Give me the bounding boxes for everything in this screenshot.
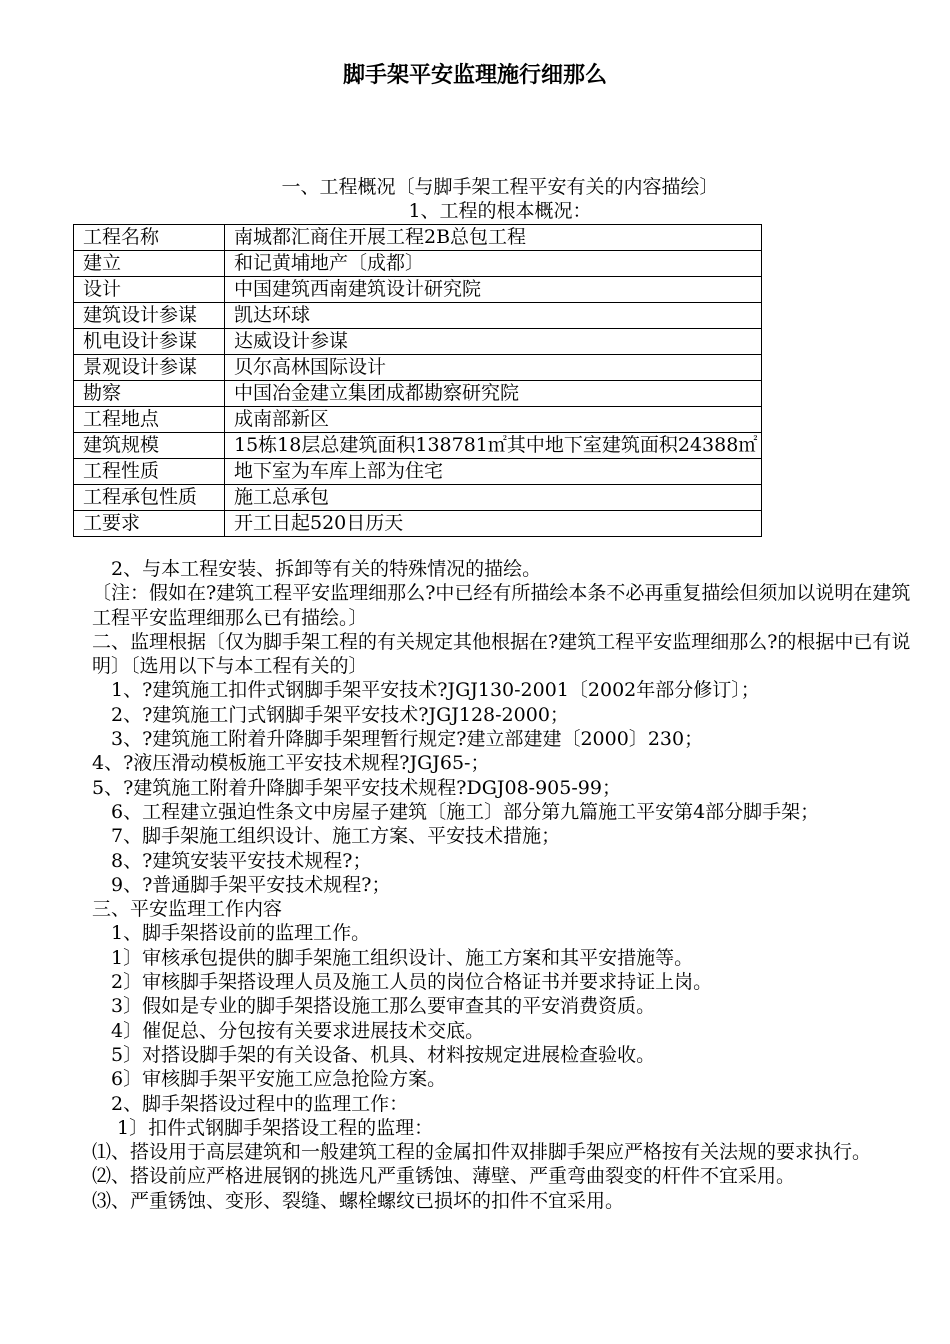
paragraph: 2、与本工程安装、拆卸等有关的特殊情况的描绘。 — [92, 558, 542, 580]
document-title: 脚手架平安监理施行细那么 — [342, 62, 607, 88]
paragraph: 4、?液压滑动模板施工平安技术规程?JGJ65-； — [92, 752, 490, 775]
table-cell-value: 凯达环球 — [225, 303, 762, 329]
table-cell-value: 达威设计参谋 — [225, 329, 762, 355]
table-cell-value: 中国建筑西南建筑设计研究院 — [225, 277, 762, 303]
paragraph: 三、平安监理工作内容 — [92, 898, 283, 921]
paragraph: 2、?建筑施工门式钢脚手架平安技术?JGJ128-2000； — [92, 703, 569, 726]
table-cell-label: 工程地点 — [74, 407, 225, 433]
paragraph: 5〕对搭设脚手架的有关设备、机具、材料按规定进展检查验收。 — [92, 1043, 656, 1066]
table-row — [74, 459, 762, 485]
table-cell-value: 和记黄埔地产〔成都〕 — [225, 251, 762, 277]
table-row — [74, 433, 762, 459]
table-cell-label: 建立 — [74, 251, 225, 277]
paragraph: 9、?普通脚手架平安技术规程?； — [92, 873, 391, 896]
table-cell-label: 工程性质 — [74, 459, 225, 485]
table-row — [74, 381, 762, 407]
table-cell-value: 地下室为车库上部为住宅 — [225, 459, 762, 485]
paragraph: 2、脚手架搭设过程中的监理工作： — [92, 1092, 409, 1115]
paragraph: 6〕审核脚手架平安施工应急抢险方案。 — [92, 1068, 447, 1091]
paragraph: 7、脚手架施工组织设计、施工方案、平安技术措施； — [92, 825, 561, 848]
paragraph: 4〕催促总、分包按有关要求进展技术交底。 — [92, 1019, 485, 1042]
table-cell-value: 贝尔高林国际设计 — [225, 355, 762, 381]
table-row — [74, 277, 762, 303]
table-cell-label: 工程名称 — [74, 225, 225, 251]
paragraph: ⑴、搭设用于高层建筑和一般建筑工程的金属扣件双排脚手架应严格按有关法规的要求执行。 — [92, 1141, 872, 1164]
paragraph: 1、脚手架搭设前的监理工作。 — [92, 922, 371, 945]
paragraph: ⑵、搭设前应严格进展钢的挑选凡严重锈蚀、薄壁、严重弯曲裂变的杆件不宜采用。 — [92, 1165, 796, 1188]
table-row — [74, 303, 762, 329]
table-cell-value: 中国冶金建立集团成都勘察研究院 — [225, 381, 762, 407]
table-cell-label: 景观设计参谋 — [74, 355, 225, 381]
subsection-heading-basic-overview: 1、工程的根本概况： — [408, 200, 592, 222]
table-row — [74, 485, 762, 511]
paragraph: 3、?建筑施工附着升降脚手架理暂行规定?建立部建建〔2000〕230； — [92, 728, 704, 751]
table-row — [74, 511, 762, 537]
table-cell-label: 工要求 — [74, 511, 225, 537]
table-row — [74, 407, 762, 433]
table-row — [74, 251, 762, 277]
table-row — [74, 329, 762, 355]
section-heading-project-overview: 一、工程概况〔与脚手架工程平安有关的内容描绘〕 — [281, 176, 719, 198]
paragraph: 5、?建筑施工附着升降脚手架平安技术规程?DGJ08-905-99； — [92, 776, 621, 799]
paragraph: 6、工程建立强迫性条文中房屋子建筑〔施工〕部分第九篇施工平安第4部分脚手架； — [92, 800, 820, 823]
table-cell-value: 15栋18层总建筑面积138781㎡其中地下室建筑面积24388㎡ — [225, 433, 762, 459]
document-body — [92, 557, 912, 1213]
table-cell-label: 机电设计参谋 — [74, 329, 225, 355]
table-row — [74, 355, 762, 381]
project-info-table — [73, 224, 762, 537]
table-cell-value: 成南部新区 — [225, 407, 762, 433]
paragraph: 2〕审核脚手架搭设理人员及施工人员的岗位合格证书并要求持证上岗。 — [92, 971, 713, 994]
table-cell-value: 南城都汇商住开展工程2B总包工程 — [225, 225, 762, 251]
table-cell-label: 建筑设计参谋 — [74, 303, 225, 329]
table-row — [74, 225, 762, 251]
table-cell-label: 勘察 — [74, 381, 225, 407]
paragraph: 二、监理根据〔仅为脚手架工程的有关规定其他根据在?建筑工程平安监理细那么?的根据中已有说明〕〔选用以下与本工程有关的〕 — [92, 630, 911, 678]
table-cell-label: 工程承包性质 — [74, 485, 225, 511]
table-cell-value: 施工总承包 — [225, 485, 762, 511]
paragraph: 〔注：假如在?建筑工程平安监理细那么?中已经有所描绘本条不必再重复描绘但须加以说明在建筑工程平安监理细那么已有描绘。〕 — [92, 582, 911, 629]
paragraph: 3〕假如是专业的脚手架搭设施工那么要审查其的平安消费资质。 — [92, 995, 656, 1018]
table-cell-value: 开工日起520日历天 — [225, 511, 762, 537]
paragraph: ⑶、严重锈蚀、变形、裂缝、螺栓螺纹已损坏的扣件不宜采用。 — [92, 1189, 625, 1212]
paragraph: 1、?建筑施工扣件式钢脚手架平安技术?JGJ130-2001〔2002年部分修订〕； — [92, 679, 760, 702]
table-cell-label: 设计 — [74, 277, 225, 303]
paragraph: 1〕审核承包提供的脚手架施工组织设计、施工方案和其平安措施等。 — [92, 946, 694, 969]
table-cell-label: 建筑规模 — [74, 433, 225, 459]
paragraph: 8、?建筑安装平安技术规程?； — [92, 849, 372, 872]
paragraph: 1〕扣件式钢脚手架搭设工程的监理： — [92, 1116, 434, 1139]
